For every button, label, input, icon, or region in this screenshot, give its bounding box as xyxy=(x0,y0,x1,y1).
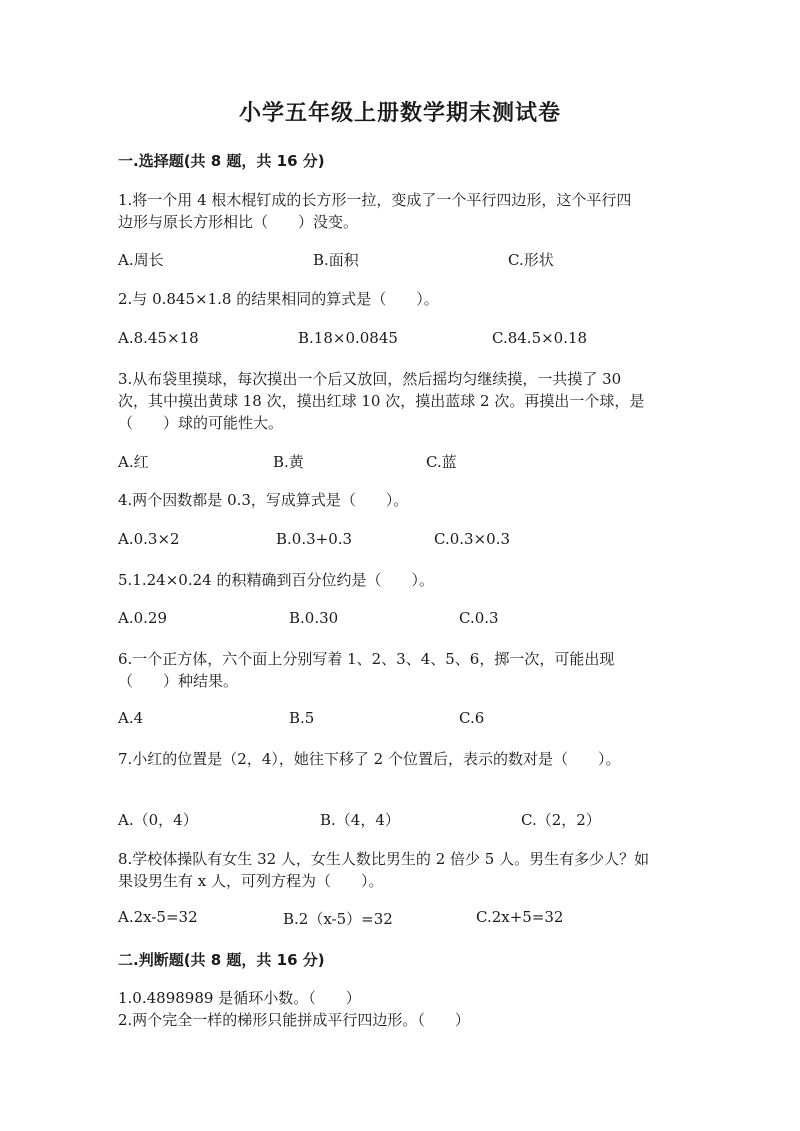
option-b: B.0.30 xyxy=(289,609,339,627)
section-heading-judge: 二.判断题(共 8 题，共 16 分) xyxy=(118,951,325,969)
question-line: 8.学校体操队有女生 32 人，女生人数比男生的 2 倍少 5 人。男生有多少人？如 xyxy=(118,850,650,868)
question-line: （ ）种结果。 xyxy=(118,672,239,690)
section-heading-choice: 一.选择题(共 8 题，共 16 分) xyxy=(118,152,325,170)
option-b: B.黄 xyxy=(273,453,304,471)
option-a: A.8.45×18 xyxy=(118,329,199,347)
question-7 xyxy=(118,748,678,770)
judge-question-2 xyxy=(118,1009,678,1031)
option-a: A.红 xyxy=(118,453,149,471)
option-a: A.0.29 xyxy=(118,609,167,627)
question-line: 2.与 0.845×1.8 的结果相同的算式是（ ）。 xyxy=(118,290,439,308)
option-a: A.周长 xyxy=(118,251,164,269)
option-b: B.18×0.0845 xyxy=(298,329,398,347)
option-c: C.2x+5=32 xyxy=(476,908,564,926)
question-5 xyxy=(118,569,678,591)
option-c: C.84.5×0.18 xyxy=(492,329,588,347)
option-b: B.5 xyxy=(289,709,315,727)
option-c: C.0.3 xyxy=(459,609,499,627)
option-c: C.0.3×0.3 xyxy=(434,530,510,548)
option-c: C.蓝 xyxy=(426,453,457,471)
option-c: C.形状 xyxy=(508,251,554,269)
question-line: 边形与原长方形相比（ ）没变。 xyxy=(118,213,359,231)
question-line: 次，其中摸出黄球 18 次，摸出红球 10 次，摸出蓝球 2 次。再摸出一个球，是 xyxy=(118,392,645,410)
option-b: B.（4，4） xyxy=(320,811,400,829)
question-line: 6.一个正方体，六个面上分别写着 1、2、3、4、5、6，掷一次，可能出现 xyxy=(118,650,615,668)
question-8 xyxy=(118,848,678,892)
judge-question-1 xyxy=(118,987,678,1009)
question-4 xyxy=(118,489,678,511)
question-line: 7.小红的位置是（2，4），她往下移了 2 个位置后，表示的数对是（ ）。 xyxy=(118,750,621,768)
option-a: A.0.3×2 xyxy=(118,530,180,548)
question-line: 1.将一个用 4 根木棍钉成的长方形一拉，变成了一个平行四边形，这个平行四 xyxy=(118,191,632,209)
question-3 xyxy=(118,368,678,434)
option-a: A.（0，4） xyxy=(118,811,198,829)
question-line: 4.两个因数都是 0.3，写成算式是（ ）。 xyxy=(118,491,409,509)
question-line: 1.0.4898989 是循环小数。（ ） xyxy=(118,989,361,1007)
question-line: （ ）球的可能性大。 xyxy=(118,414,284,432)
question-line: 果设男生有 x 人，可列方程为（ ）。 xyxy=(118,872,384,890)
option-b: B.2（x-5）=32 xyxy=(283,910,393,928)
option-a: A.4 xyxy=(118,709,144,727)
question-line: 5.1.24×0.24 的积精确到百分位约是（ ）。 xyxy=(118,571,434,589)
question-line: 3.从布袋里摸球，每次摸出一个后又放回，然后摇均匀继续摸，一共摸了 30 xyxy=(118,370,622,388)
question-2 xyxy=(118,288,678,310)
option-b: B.0.3+0.3 xyxy=(276,530,353,548)
page-title: 小学五年级上册数学期末测试卷 xyxy=(238,100,561,126)
question-1 xyxy=(118,189,678,233)
option-c: C.6 xyxy=(459,709,485,727)
question-6 xyxy=(118,648,678,692)
option-a: A.2x-5=32 xyxy=(118,908,198,926)
option-c: C.（2，2） xyxy=(521,811,601,829)
question-line: 2.两个完全一样的梯形只能拼成平行四边形。（ ） xyxy=(118,1011,470,1029)
option-b: B.面积 xyxy=(313,251,359,269)
